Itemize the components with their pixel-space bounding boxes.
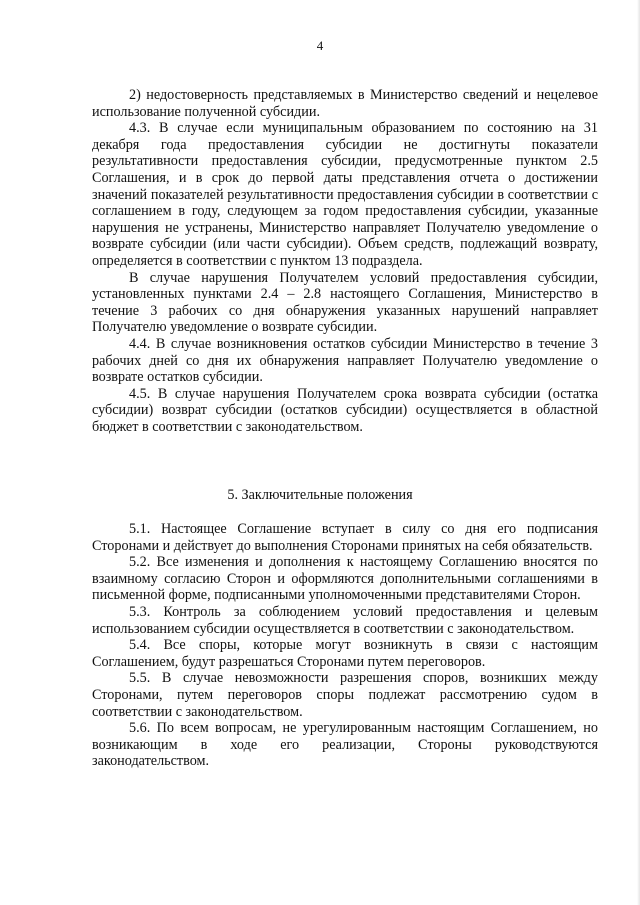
paragraph-4-5: 4.5. В случае нарушения Получателем срока возврата субсидии (остатка субсидии) возврат субсидии (остатков субсидии) осуществляется в областной бюджет в соответствии с законодательством.	[92, 385, 598, 435]
paragraph-5-2: 5.2. Все изменения и дополнения к настоящему Соглашению вносятся по взаимному согласию Сторон и оформляются дополнительными соглашениями в письменной форме, подписанными уполномоченными представителями Сторон.	[92, 554, 598, 604]
paragraph-5-6: 5.6. По всем вопросам, не урегулированным настоящим Соглашением, но возникающим в ходе его реализации, Стороны руководствуются законодательством.	[92, 720, 598, 770]
paragraph-4-4: 4.4. В случае возникновения остатков субсидии Министерство в течение 3 рабочих дней со дня их обнаружения направляет Получателю уведомление о возврате остатков субсидии.	[92, 335, 598, 386]
paragraph-5-5: 5.5. В случае невозможности разрешения споров, возникших между Сторонами, путем переговоров споры подлежат рассмотрению судом в соответствии с законодательством.	[92, 670, 598, 720]
paragraph-5-4: 5.4. Все споры, которые могут возникнуть в связи с настоящим Соглашением, будут разрешаться Сторонами путем переговоров.	[92, 637, 598, 670]
paragraph-item-2: 2) недостоверность представляемых в Министерство сведений и нецелевое использование полученной субсидии.	[92, 87, 598, 120]
section-heading: 5. Заключительные положения	[227, 487, 413, 503]
page-number: 4	[316, 38, 324, 53]
paragraph-4-3-violation: В случае нарушения Получателем условий предоставления субсидии, установленных пунктами 2.4 – 2.8 настоящего Соглашения, Министерство в течение 3 рабочих со дня обнаружения указанных нарушений направляет Получателю уведомление о возврате субсидии.	[92, 269, 598, 336]
paragraph-5-1: 5.1. Настоящее Соглашение вступает в силу со дня его подписания Сторонами и действует до выполнения Сторонами принятых на себя обязательств.	[92, 521, 598, 554]
paragraph-5-3: 5.3. Контроль за соблюдением условий предоставления и целевым использованием субсидии осуществляется в соответствии с законодательством.	[92, 603, 598, 637]
section-4-body	[92, 87, 598, 435]
section-5-body	[92, 521, 598, 770]
paragraph-4-3: 4.3. В случае если муниципальным образованием по состоянию на 31 декабря года предоставления субсидии не достигнуты показатели результативности предоставления субсидии, предусмотренные пунктом 2.5 Соглашения, и в срок до первой даты представления отчета о достижении значений показателей результативности предоставления субсидии в соответствии с соглашением в году, следующем за годом предоставления субсидии, указанные нарушения не устранены, Министерство направляет Получателю уведомление о возврате субсидии (или части субсидии). Объем средств, подлежащий возврату, определяется в соответствии с пунктом 13 подраздела.	[92, 120, 598, 269]
